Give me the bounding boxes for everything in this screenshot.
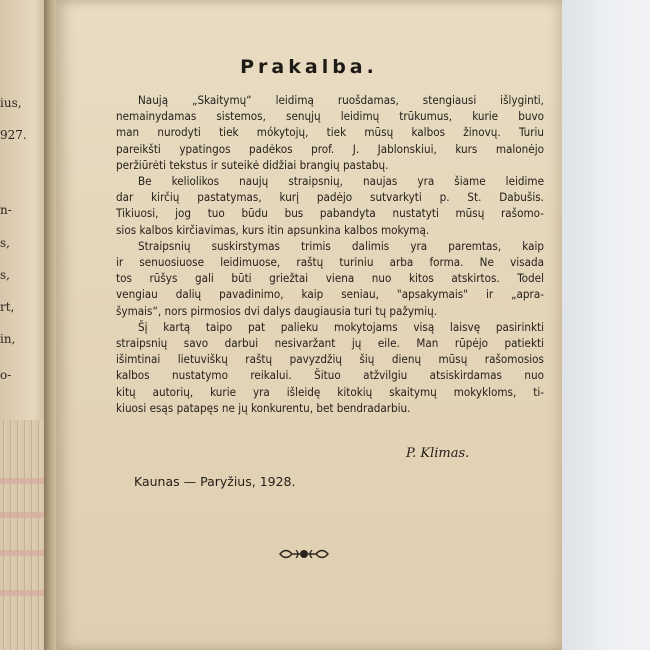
text-line: vengiau dalių pavadinimo, kaip seniau, "apsakymais" ir „apra-: [116, 287, 544, 302]
text-line: pareikšti ypatingos padėkos prof. J. Jablonskiui, kurs malonėjo: [116, 141, 544, 156]
page-title: Prakalba.: [240, 56, 378, 78]
background-surface: [560, 0, 650, 650]
text-line: šymais“, nors pirmosios dvi dalys daugiausia turi tų pažymių.: [116, 303, 438, 318]
signature: P. Klimas.: [406, 446, 470, 461]
text-line: Naują „Skaitymų“ leidimą ruošdamas, stengiausi išlyginti,: [138, 93, 544, 107]
left-page-fragment: in,: [0, 332, 16, 346]
text-line: Straipsnių suskirstymas trimis dalimis yra paremtas, kaip: [138, 238, 544, 253]
printer-ornament-icon: [278, 544, 330, 564]
left-page-fragment: 927.: [0, 128, 27, 142]
left-page-fragment: ius,: [0, 96, 22, 110]
place-date: Kaunas — Paryžius, 1928.: [134, 474, 296, 489]
book-page: [56, 0, 562, 650]
text-line: kiuosi esąs patapęs ne jų konkurentu, bet bendradarbiu.: [116, 400, 411, 415]
text-line: ir senuosiuose leidimuose, raštų turiniu arba forma. Ne visada: [116, 255, 544, 270]
text-line: tos rūšys gali būti griežtai viena nuo kitos atskirtos. Todel: [116, 271, 544, 286]
text-line: peržiūrėti tekstus ir suteikė didžiai brangių pastabų.: [116, 157, 389, 172]
text-line: kalbos nustatymo reikalui. Šituo atžvilgiu atsiskirdamas nuo: [116, 368, 544, 383]
text-line: Šį kartą taipo pat palieku mokytojams visą laisvę pasirinkti: [138, 319, 544, 334]
text-line: nemainydamas sistemos, senųjų leidimų trūkumus, kurie buvo: [116, 109, 544, 124]
book-binding-stripes: [0, 420, 44, 650]
text-line: man nurodyti tiek mókytojų, tiek mūsų kalbos žinovų. Turiu: [116, 125, 544, 140]
left-page-fragment: n-: [0, 203, 12, 217]
left-page-fragment: o-: [0, 368, 12, 382]
text-line: Be keliolikos naujų straipsnių, naujas yra šiame leidime: [138, 174, 544, 189]
left-page-fragment: s,: [0, 236, 10, 250]
text-line: sios kalbos kirčiavimas, kurs itin apsunkina kalbos mokymą.: [116, 222, 430, 237]
left-page-fragment: rt,: [0, 300, 15, 314]
left-page-edge: [0, 0, 48, 650]
text-line: išimtinai lietuviškų raštų pavyzdžių šių dienų mūsų rašomosios: [116, 352, 544, 367]
text-line: Tikiuosi, jog tuo būdu bus pabandyta nustatyti mūsų rašomo-: [116, 206, 544, 221]
text-line: dar kirčių pastatymas, kurį padėjo sutvarkyti p. St. Dabušis.: [116, 190, 544, 205]
text-line: straipsnių savo darbui nesivaržant jų eile. Man rūpėjo patiekti: [116, 336, 544, 351]
left-page-fragment: s,: [0, 268, 10, 282]
preface-body: [116, 92, 544, 416]
text-line: kitų autorių, kurie yra išleidę kitokių skaitymų mokykloms, ti-: [116, 384, 544, 399]
